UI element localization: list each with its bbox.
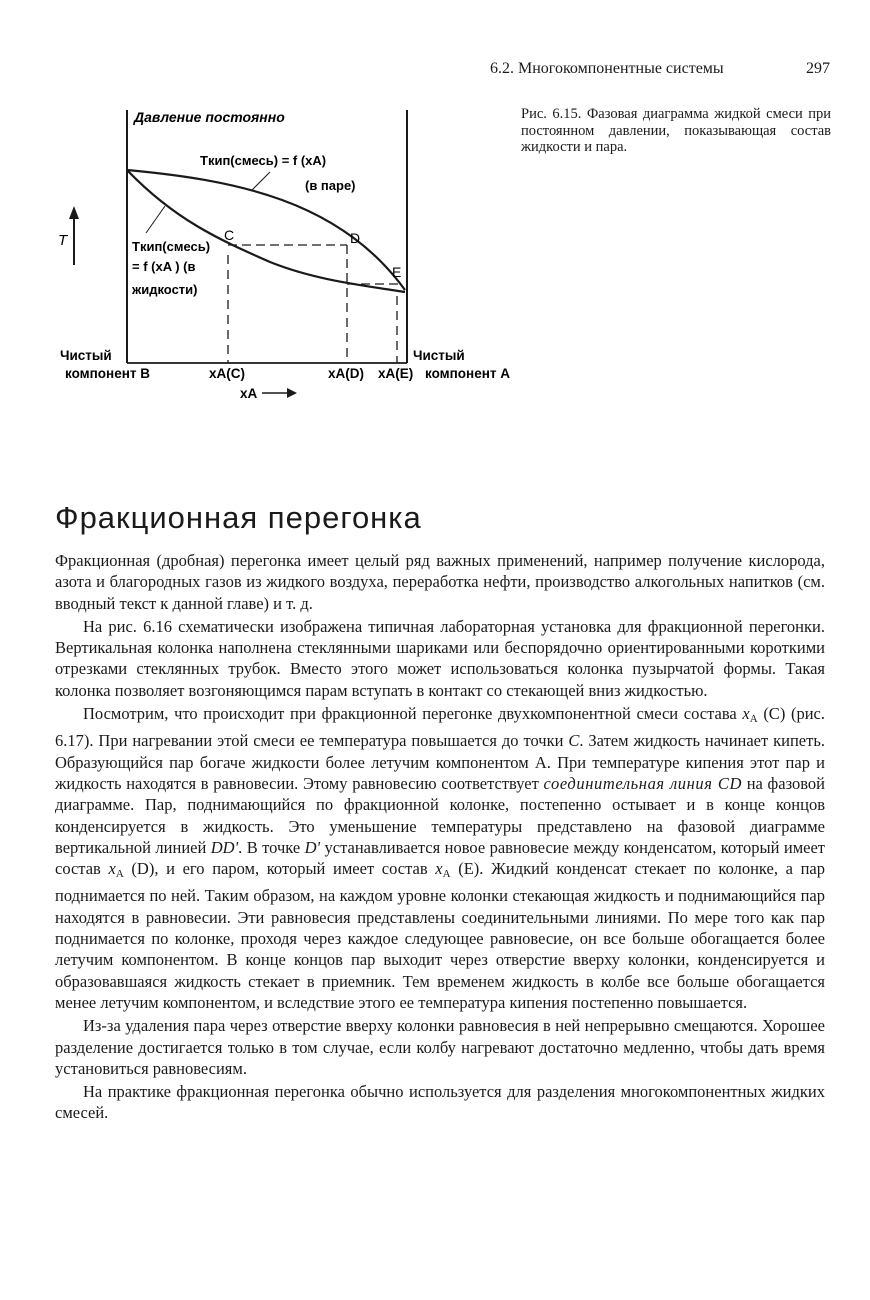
point-d-label: D [350,230,361,246]
t-arrow-head [69,206,79,219]
x-axis-label: xA [240,386,258,401]
body-text [55,550,825,1126]
figure-caption: Рис. 6.15. Фазовая диаграмма жидкой смеси при постоянном давлении, показывающая состав жидкости и пара. [521,106,831,155]
vapor-curve-label: Tкип(смесь) = f (xA) [200,153,327,168]
p3-sub-2: A [115,868,124,881]
left-label-1: Чистый [60,348,112,363]
p3-point-d2: D' [304,837,321,857]
x-arrow-head [287,388,297,398]
point-e-label: E [392,264,402,280]
paragraph-3 [55,703,825,1013]
p3-text-c: . Затем жидкость начинает кипеть. Образующийся пар богаче жидкости более летучим компонентом А. При температуре кипения этот пар и жидкость находятся в равновесии. Этому равновесию соответствует [55,731,825,793]
liquid-curve-label-3: жидкости) [132,282,198,297]
p3-text-h: (E). Жидкий конденсат стекает по колонке, а пар поднимается по ней. Таким образом, на каждом уровне колонки стекающая жидкость и поднимающийся пар находятся в равновесии. Эти равновесия представлены соединительными линиями. По мере того как пар поднимается по колонке, проходя через каждое следующее равновесие, он все больше обогащается более летучим компонентом. В конце концов пар выходит через отверстие вверху колонки, конденсируется и образовавшаяся жидкость стекает в приемник. Тем временем жидкость в колбе все больше обогащается менее летучим компонентом, и вследствие этого ее температура кипения постепенно повышается. [55,859,825,1012]
vapor-curve-label-2: (в паре) [305,178,356,193]
liquid-label-leader [146,206,165,233]
p3-line-dd: DD' [210,837,239,857]
paragraph-1: Фракционная (дробная) перегонка имеет целый ряд важных применений, например получение кислорода, азота и благородных газов из жидкого воздуха, переработка нефти, производство алкогольных напитков (см. вводный текст к данной главе) и т. д. [55,551,825,613]
p3-text-f: устанавливается новое равновесие между конденсатом, который имеет состав [55,837,825,879]
p3-text-d: на фазовой диаграмме. Пар, поднимающийся по фракционной колонке, постепенно остывает и в конце концов конденсируется в жидкость. Это уменьшение температуры представлено на фазовой диаграмме вертикальной линией [55,773,825,857]
p3-text-g: (D), и его паром, который имеет состав [123,859,436,879]
tick-label-d: xA(D) [328,366,364,381]
paragraph-2: На рис. 6.16 схематически изображена типичная лабораторная установка для фракционной перегонки. Вертикальная колонка наполнена стеклянными шариками или беспорядочно ориентированными короткими отрезками стеклянных трубок. Вместо этого может использоваться колонка пузырчатой формы. Такая колонка позволяет возгоняющимся парам вступать в контакт со стекающей вниз жидкостью. [55,616,825,700]
p3-text-b: (C) (рис. 6.17). При нагревании этой смеси ее температура повышается до точки [55,704,825,751]
vapor-label-leader [252,172,270,190]
right-label-2: компонент A [425,366,510,381]
tick-label-e: xA(E) [378,366,414,381]
liquid-curve-label-2: = f (xA ) (в [132,259,196,274]
section-heading: Фракционная перегонка [55,500,422,535]
liquid-curve-label: Tкип(смесь) [132,239,211,254]
figure-title: Давление постоянно [134,109,285,125]
p3-var-1: x [742,704,750,724]
p3-sub-1: A [749,713,758,726]
p3-var-3: x [435,859,443,879]
tick-label-c: xA(C) [209,366,245,381]
section-title: 6.2. Многокомпонентные системы [490,60,724,77]
p3-text-a: Посмотрим, что происходит при фракционной перегонке двухкомпонентной смеси состава [83,704,743,724]
p3-emphasis: соединительная линия CD [543,773,742,793]
running-head [490,60,830,78]
left-label-2: компонент B [65,366,150,381]
p3-text-e: . В точке [238,837,305,857]
p3-var-2: x [108,859,116,879]
p3-sub-3: A [442,868,451,881]
paragraph-5: На практике фракционная перегонка обычно используется для разделения многокомпонентных жидких смесей. [55,1082,825,1123]
p3-point-c: C [568,731,580,751]
point-c-label: C [224,227,235,243]
phase-diagram [50,100,530,410]
paragraph-4: Из-за удаления пара через отверстие вверху колонки равновесия в ней непрерывно смещаются. Хорошее разделение достигается только в том случае, если колбу нагревают достаточно медленно, чтобы дать время установиться равновесиям. [55,1016,825,1078]
y-axis-label: T [58,232,68,249]
page-number: 297 [806,60,830,77]
right-label-1: Чистый [413,348,465,363]
